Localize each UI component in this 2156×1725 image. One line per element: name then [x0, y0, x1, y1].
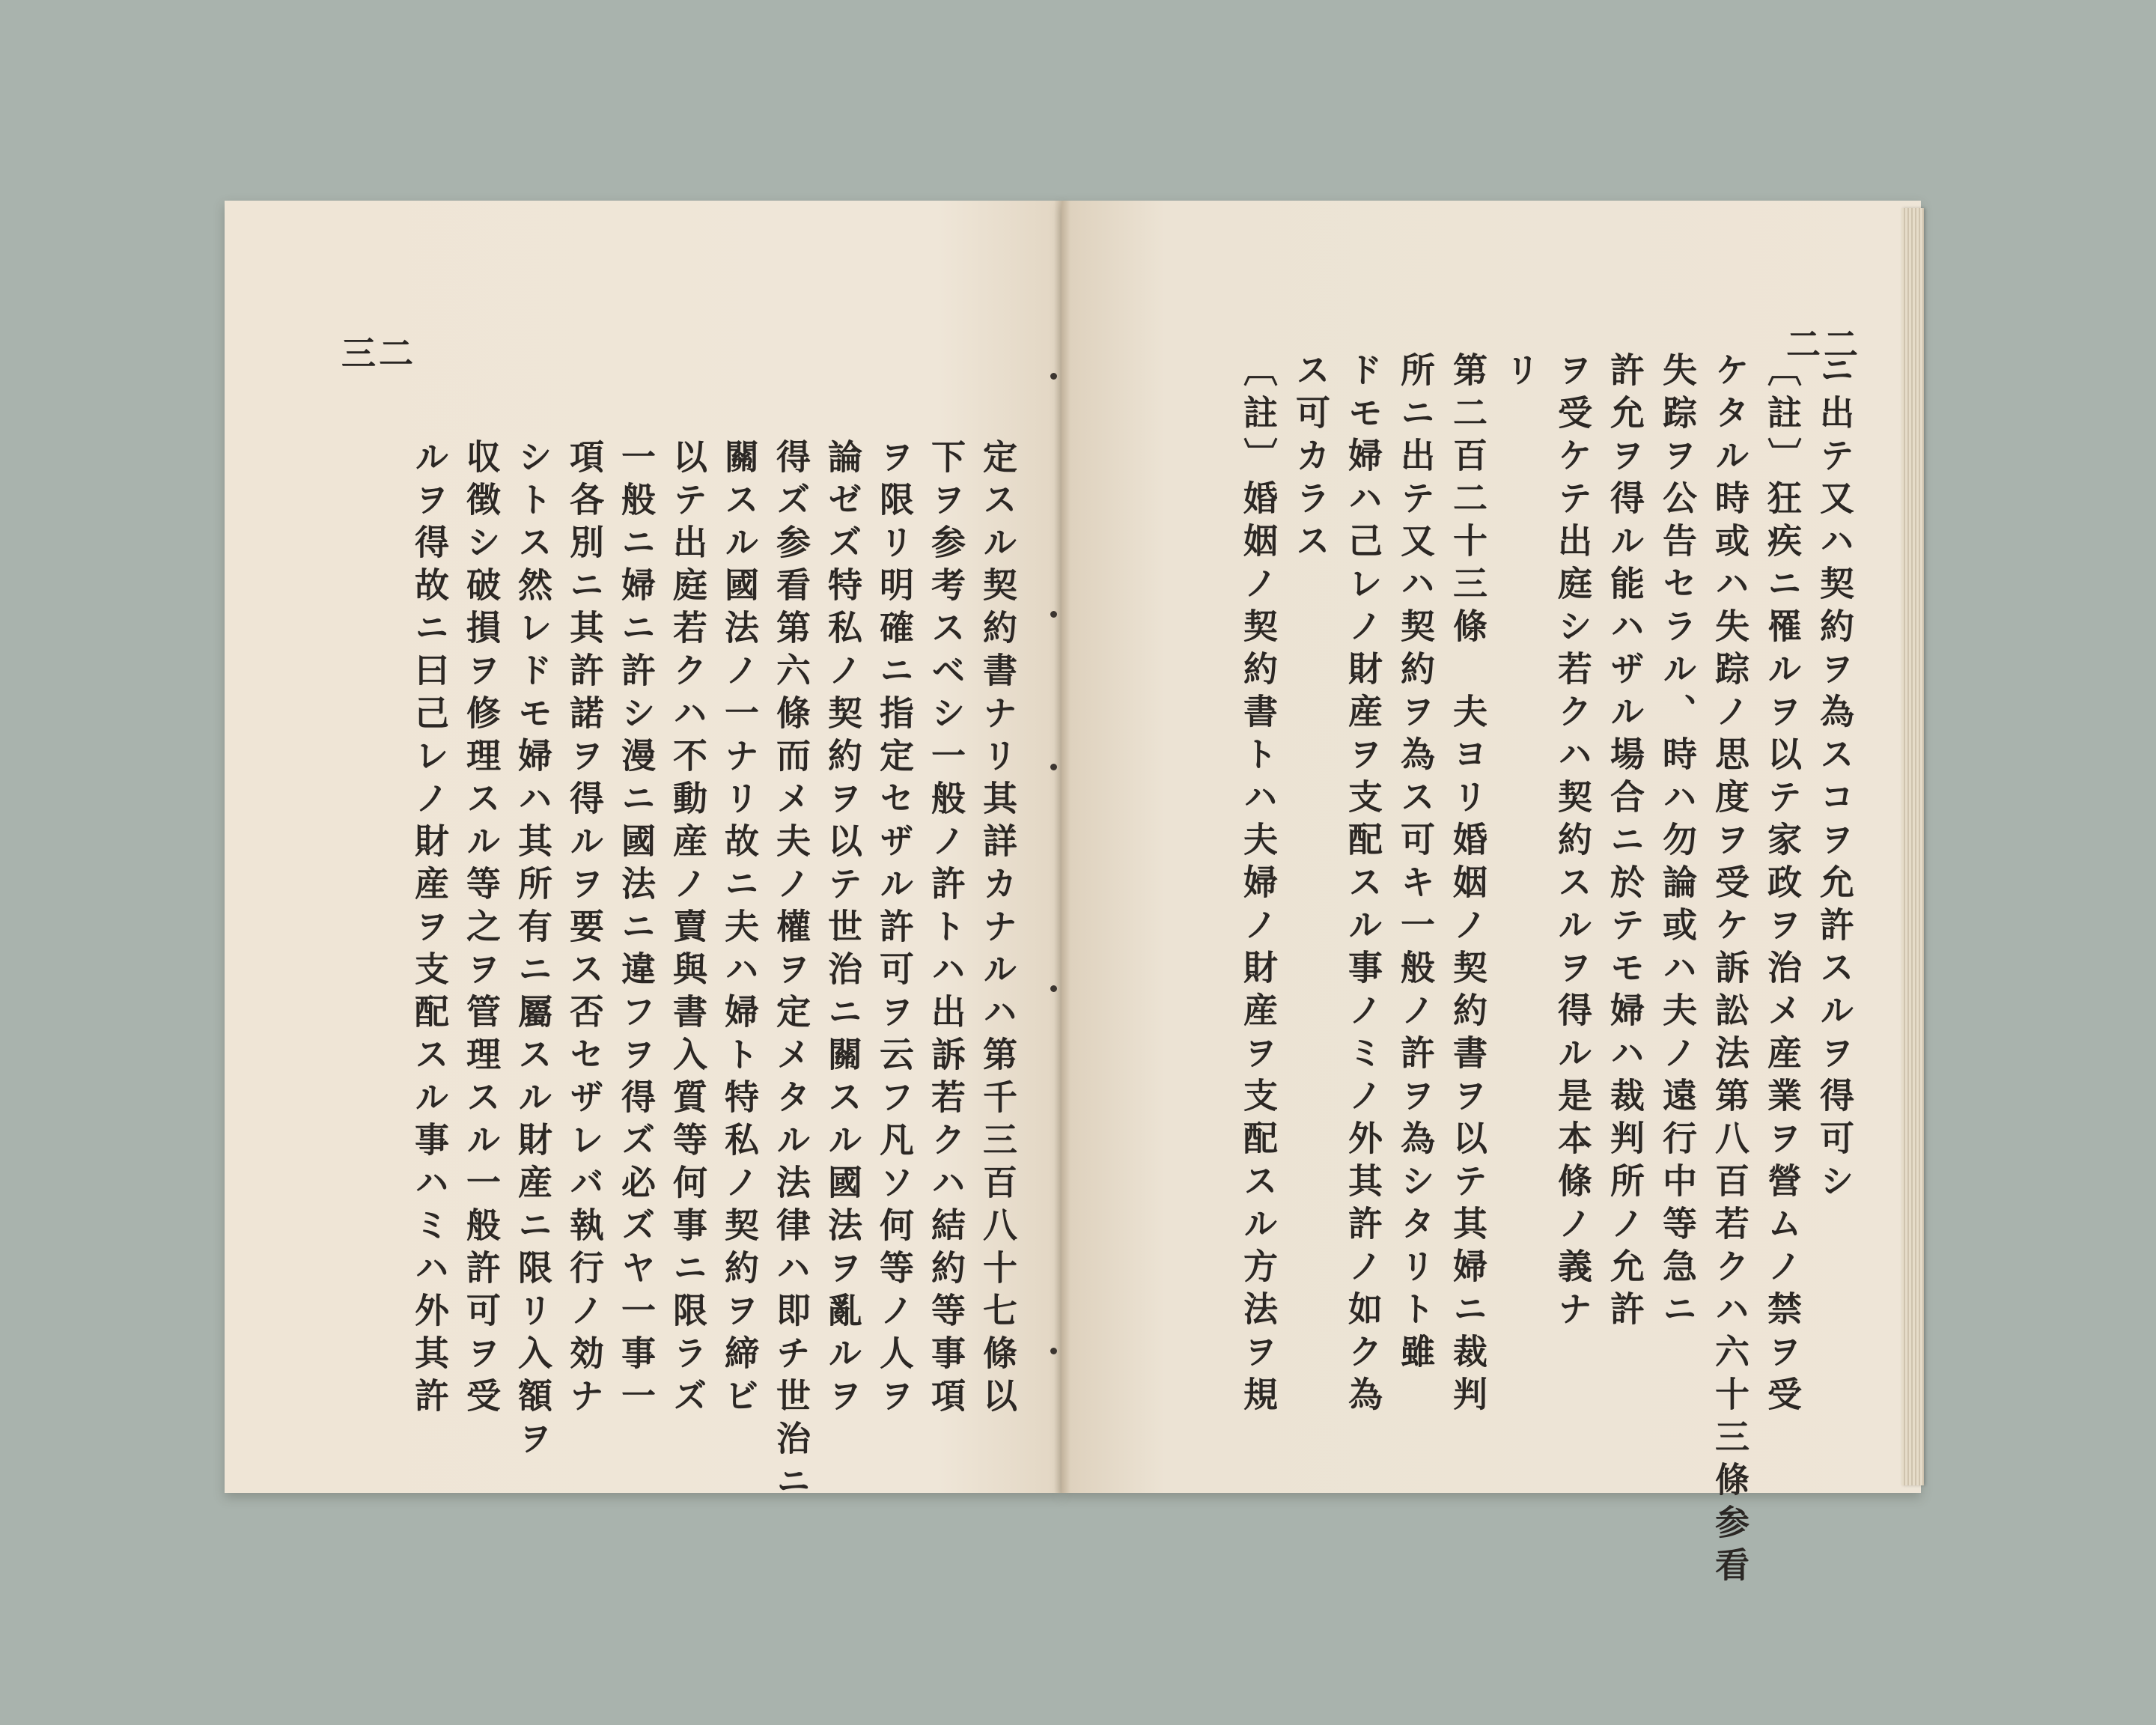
right_page-column-6: ヲ受ケテ出庭シ若クハ契約スルヲ得ル是本條ノ義ナ — [1553, 352, 1593, 1333]
right-page — [1062, 201, 1921, 1589]
left_page-column-3: ヲ限リ明確ニ指定セザル許可ヲ云フ凡ソ何等ノ人ヲ — [874, 439, 915, 1420]
binding-hole — [1050, 611, 1057, 618]
left_page-column-2: 下ヲ参考スベシ一般ノ許トハ出訴若クハ結約等事項 — [926, 439, 966, 1420]
right_page-column-8: 第二百二十三條 夫ヨリ婚姻ノ契約書ヲ以テ其婦ニ裁判 — [1448, 352, 1488, 1419]
right_page-column-4: 失踪ヲ公告セラル、時ハ勿論或ハ夫ノ遠行中等急ニ — [1657, 352, 1698, 1333]
page-edges — [1901, 208, 1924, 1485]
left_page-column-12: ルヲ得故ニ曰己レノ財産ヲ支配スル事ハミハ外其許 — [409, 439, 450, 1420]
binding-hole — [1050, 373, 1057, 380]
left_page-column-7: 以テ出庭若クハ不動産ノ賣與書入質等何事ニ限ラズ — [668, 439, 708, 1420]
left_page-column-6: 關スル國法ノ一ナリ故ニ夫ハ婦ト特私ノ契約ヲ締ビ — [719, 439, 760, 1420]
right_page-column-5: 許允ヲ得ル能ハザル場合ニ於テモ婦ハ裁判所ノ允許 — [1605, 352, 1645, 1333]
right_page-column-12: 〔註〕婚姻ノ契約書トハ夫婦ノ財産ヲ支配スル方法ヲ規 — [1238, 352, 1279, 1419]
right_page-column-9: 所ニ出テ又ハ契約ヲ為ス可キ一般ノ許ヲ為シタリト雖 — [1395, 352, 1436, 1376]
right_page-column-10: ドモ婦ハ己レノ財産ヲ支配スル事ノミノ外其許ノ如ク為 — [1343, 352, 1383, 1419]
book-gutter — [1054, 201, 1071, 1493]
left_page-column-4: 論ゼズ特私ノ契約ヲ以テ世治ニ關スル國法ヲ亂ルヲ — [823, 439, 863, 1420]
left_page-column-1: 定スル契約書ナリ其詳カナルハ第千三百八十七條以 — [978, 439, 1018, 1420]
left_page-column-11: 収徴シ破損ヲ修理スル等之ヲ管理スル一般許可ヲ受 — [461, 439, 502, 1420]
left_page-column-8: 一般ニ婦ニ許シ漫ニ國法ニ違フヲ得ズ必ズヤ一事一 — [616, 439, 657, 1420]
right_page-column-3: ケタル時或ハ失踪ノ思度ヲ受ケ訴訟法第八百若クハ六十三條参看 — [1710, 352, 1750, 1589]
right_page-column-11: ス可カラス — [1291, 352, 1331, 565]
right_page-column-2: 〔註〕狂疾ニ罹ルヲ以テ家政ヲ治メ産業ヲ營ムノ禁ヲ受 — [1762, 352, 1803, 1419]
left-page — [225, 201, 1062, 1506]
binding-hole — [1050, 1348, 1057, 1354]
left_page-column-10: シトス然レドモ婦ハ其所有ニ屬スル財産ニ限リ入額ヲ — [513, 439, 553, 1463]
left_page-column-9: 項各別ニ其許諾ヲ得ルヲ要ス否セザレバ執行ノ効ナ — [564, 439, 605, 1420]
binding-hole — [1050, 985, 1057, 992]
right_page-column-1: ニ出テ又ハ契約ヲ為スコヲ允許スルヲ得可シ — [1815, 352, 1855, 1205]
open-book — [225, 201, 1921, 1589]
right-page-number: 二二 — [1786, 324, 1861, 365]
right_page-column-7: リ — [1500, 352, 1541, 395]
binding-hole — [1050, 764, 1057, 770]
left-page-number: 三二 — [341, 333, 416, 374]
left_page-column-5: 得ズ参看第六條而メ夫ノ權ヲ定メタル法律ハ即チ世治ニ — [771, 439, 811, 1506]
